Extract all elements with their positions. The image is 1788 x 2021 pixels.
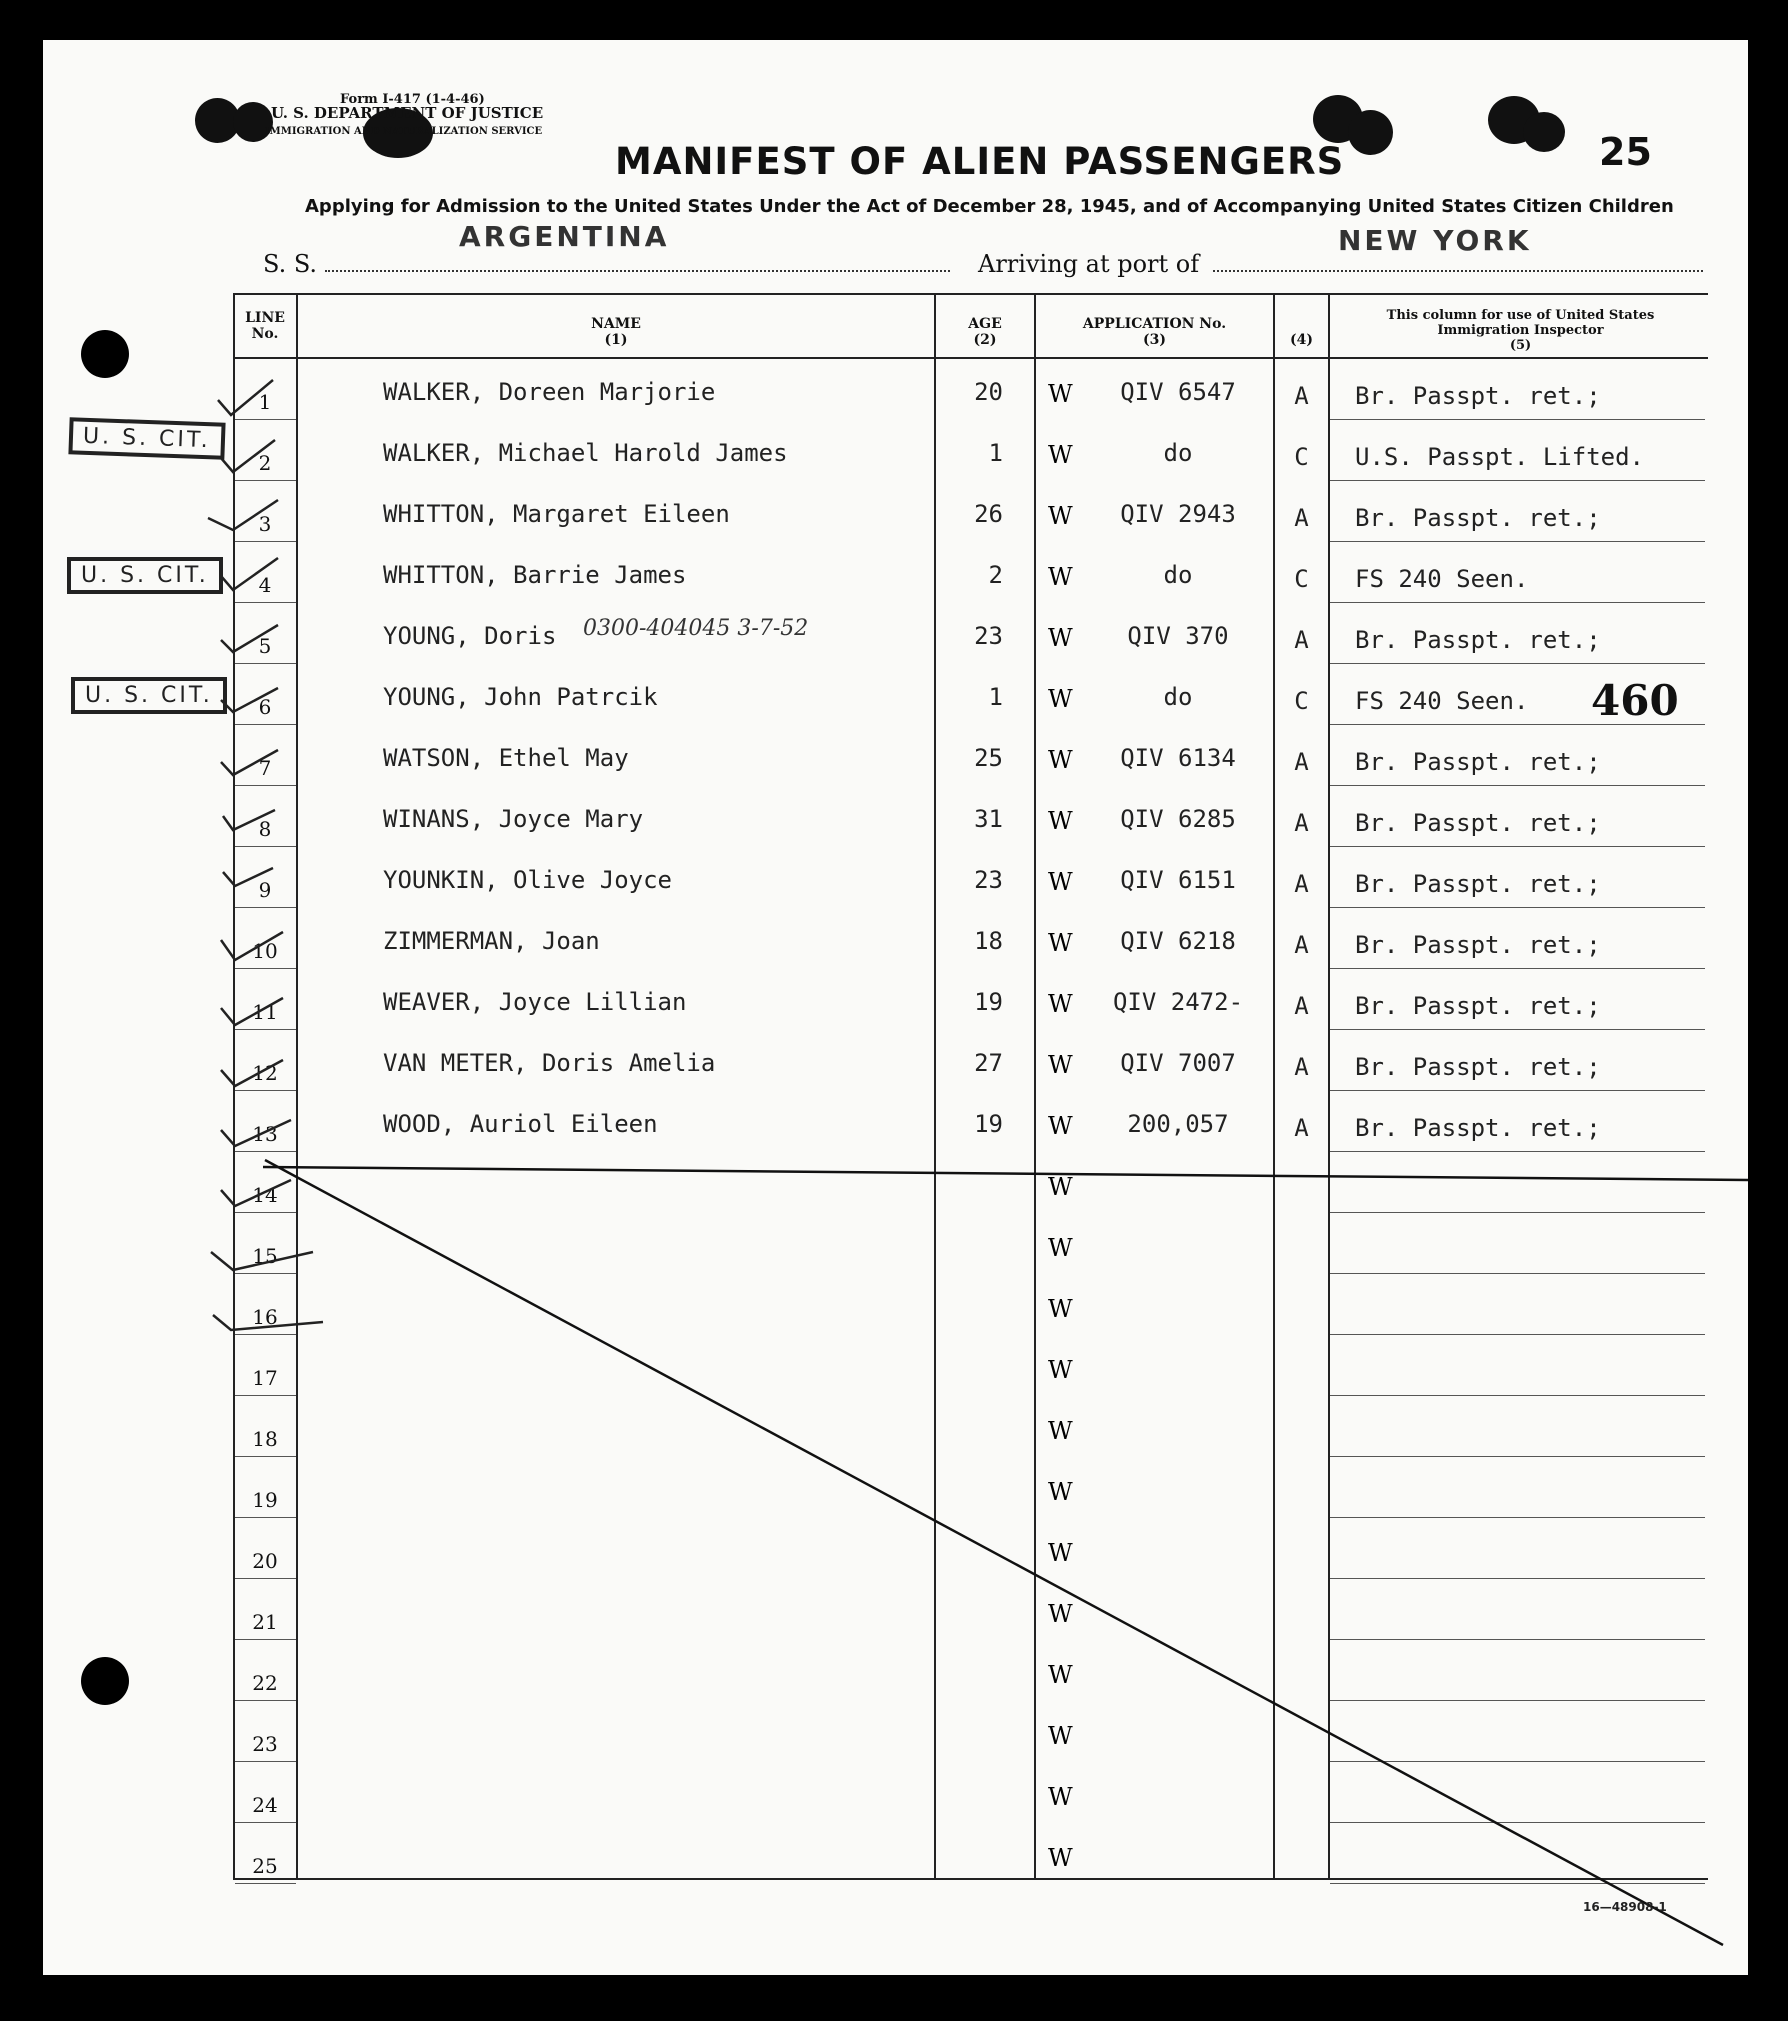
passenger-age: 23	[974, 622, 1003, 650]
line-number: 5	[258, 634, 272, 658]
inspector-remark: Br. Passpt. ret.;	[1355, 992, 1601, 1020]
line-number: 24	[252, 1793, 278, 1817]
col-header-age-sub: (2)	[973, 332, 997, 348]
col-header-line-sub: No.	[251, 326, 279, 342]
application-number: QIV 6285	[1120, 805, 1236, 833]
w-marker: W	[1048, 1295, 1073, 1323]
line-number: 25	[252, 1854, 278, 1878]
line-number: 8	[258, 817, 272, 841]
line-number: 19	[252, 1488, 278, 1512]
manifest-page	[43, 40, 1748, 1975]
passenger-age: 20	[974, 378, 1003, 406]
passenger-age: 31	[974, 805, 1003, 833]
w-marker: W	[1048, 685, 1073, 713]
col-header-inspector-label: This column for use of United States Immigration Inspector	[1386, 308, 1655, 338]
application-number: QIV 6151	[1120, 866, 1236, 894]
line-number: 21	[252, 1610, 278, 1634]
cancel-diagonal-line	[265, 1160, 1723, 1945]
col-header-name-sub: (1)	[604, 332, 628, 348]
passenger-age: 2	[988, 561, 1003, 589]
w-marker: W	[1048, 1417, 1073, 1445]
w-marker: W	[1048, 746, 1073, 774]
inspector-remark: Br. Passpt. ret.;	[1355, 809, 1601, 837]
inspector-remark: FS 240 Seen.	[1355, 687, 1529, 715]
w-marker: W	[1048, 929, 1073, 957]
col-header-class-sub: (4)	[1290, 332, 1313, 348]
w-marker: W	[1048, 1661, 1073, 1689]
us-citizen-stamp: U. S. CIT.	[71, 677, 227, 714]
inspector-remark: Br. Passpt. ret.;	[1355, 626, 1601, 654]
us-citizen-stamp: U. S. CIT.	[68, 417, 225, 459]
application-number: QIV 370	[1127, 622, 1229, 650]
inspector-remark: Br. Passpt. ret.;	[1355, 870, 1601, 898]
inspector-remark: Br. Passpt. ret.;	[1355, 1114, 1601, 1142]
col-header-application-label: APPLICATION No.	[1082, 316, 1227, 332]
line-number: 9	[258, 878, 272, 902]
class-code: A	[1294, 931, 1309, 959]
w-marker: W	[1048, 1051, 1073, 1079]
passenger-name: WOOD, Auriol Eileen	[383, 1110, 658, 1138]
class-code: A	[1294, 504, 1309, 532]
line-number: 22	[252, 1671, 278, 1695]
passenger-name: YOUNKIN, Olive Joyce	[383, 866, 672, 894]
passenger-name: WALKER, Michael Harold James	[383, 439, 788, 467]
passenger-age: 19	[974, 1110, 1003, 1138]
class-code: A	[1294, 382, 1309, 410]
check-marks	[208, 380, 323, 1330]
application-number: QIV 2943	[1120, 500, 1236, 528]
class-code: A	[1294, 748, 1309, 776]
form-title: MANIFEST OF ALIEN PASSENGERS	[615, 140, 1345, 183]
passenger-age: 19	[974, 988, 1003, 1016]
line-number: 11	[252, 1000, 278, 1024]
line-number: 20	[252, 1549, 278, 1573]
page-number: 25	[1599, 130, 1652, 174]
passenger-age: 1	[988, 439, 1003, 467]
w-marker: W	[1048, 1844, 1073, 1872]
class-code: C	[1294, 565, 1309, 593]
handwritten-note-text: 0300-404045 3-7-52	[583, 616, 809, 641]
inspector-remark: U.S. Passpt. Lifted.	[1355, 443, 1644, 471]
col-header-name-label: NAME	[591, 316, 641, 332]
line-number: 4	[258, 573, 272, 597]
class-code: A	[1294, 626, 1309, 654]
class-code: A	[1294, 870, 1309, 898]
passenger-name: WATSON, Ethel May	[383, 744, 629, 772]
line-number: 7	[258, 756, 272, 780]
port-name: NEW YORK	[1338, 224, 1532, 257]
application-number: QIV 6218	[1120, 927, 1236, 955]
line-number: 1	[258, 390, 272, 414]
w-marker: W	[1048, 990, 1073, 1018]
passenger-name: WHITTON, Barrie James	[383, 561, 687, 589]
w-marker: W	[1048, 1356, 1073, 1384]
w-marker: W	[1048, 1112, 1073, 1140]
footer-code: 16—48908-1	[1583, 1900, 1667, 1914]
inspector-remark: Br. Passpt. ret.;	[1355, 382, 1601, 410]
class-code: A	[1294, 1053, 1309, 1081]
inspector-remark: Br. Passpt. ret.;	[1355, 1053, 1601, 1081]
ship-name: ARGENTINA	[459, 220, 670, 253]
passenger-age: 26	[974, 500, 1003, 528]
line-number: 23	[252, 1732, 278, 1756]
port-label: Arriving at port of	[978, 250, 1200, 278]
line-number: 6	[258, 695, 272, 719]
application-number: 200,057	[1127, 1110, 1229, 1138]
passenger-age: 1	[988, 683, 1003, 711]
line-number: 3	[258, 512, 272, 536]
pen-markings	[43, 40, 1748, 1975]
line-number: 17	[252, 1366, 278, 1390]
class-code: C	[1294, 443, 1309, 471]
class-code: A	[1294, 809, 1309, 837]
application-number: do	[1163, 683, 1193, 711]
col-header-inspector-sub: (5)	[1509, 338, 1532, 353]
w-marker: W	[1048, 807, 1073, 835]
w-marker: W	[1048, 563, 1073, 591]
w-marker: W	[1048, 1600, 1073, 1628]
passenger-name: YOUNG, Doris	[383, 622, 557, 650]
passenger-name: WINANS, Joyce Mary	[383, 805, 644, 833]
us-citizen-stamp: U. S. CIT.	[67, 557, 223, 594]
service-name: IMMIGRATION AND NATURALIZATION SERVICE	[265, 126, 543, 137]
tally-number: 460	[1591, 676, 1679, 725]
line-number: 14	[252, 1183, 278, 1207]
w-marker: W	[1048, 1722, 1073, 1750]
col-header-line-label: LINE	[245, 310, 285, 326]
line-number: 2	[258, 451, 272, 475]
inspector-remark: Br. Passpt. ret.;	[1355, 504, 1601, 532]
line-number: 10	[252, 939, 278, 963]
w-marker: W	[1048, 1783, 1073, 1811]
passenger-name: WALKER, Doreen Marjorie	[383, 378, 716, 406]
cancel-horizontal-line	[263, 1167, 1748, 1180]
passenger-name: VAN METER, Doris Amelia	[383, 1049, 716, 1077]
application-number: QIV 6134	[1120, 744, 1236, 772]
w-marker: W	[1048, 502, 1073, 530]
passenger-age: 25	[974, 744, 1003, 772]
w-marker: W	[1048, 1173, 1073, 1201]
form-subtitle: Applying for Admission to the United States Under the Act of December 28, 1945, and of Accompanying United States Citizen Children	[305, 196, 1674, 217]
class-code: A	[1294, 992, 1309, 1020]
w-marker: W	[1048, 624, 1073, 652]
application-number: do	[1163, 561, 1193, 589]
line-number: 12	[252, 1061, 278, 1085]
inspector-remark: Br. Passpt. ret.;	[1355, 748, 1601, 776]
ship-label: S. S.	[263, 250, 318, 278]
class-code: A	[1294, 1114, 1309, 1142]
passenger-age: 18	[974, 927, 1003, 955]
class-code: C	[1294, 687, 1309, 715]
form-number: Form I-417 (1-4-46)	[340, 92, 485, 107]
line-number: 13	[252, 1122, 278, 1146]
col-header-age-label: AGE	[968, 316, 1002, 332]
passenger-name: ZIMMERMAN, Joan	[383, 927, 600, 955]
passenger-name: YOUNG, John Patrcik	[383, 683, 658, 711]
w-marker: W	[1048, 868, 1073, 896]
w-marker: W	[1048, 1478, 1073, 1506]
inspector-remark: Br. Passpt. ret.;	[1355, 931, 1601, 959]
application-number: do	[1163, 439, 1193, 467]
passenger-age: 23	[974, 866, 1003, 894]
application-number: QIV 6547	[1120, 378, 1236, 406]
col-header-application-sub: (3)	[1143, 332, 1166, 348]
passenger-name: WEAVER, Joyce Lillian	[383, 988, 687, 1016]
passenger-name: WHITTON, Margaret Eileen	[383, 500, 730, 528]
application-number: QIV 7007	[1120, 1049, 1236, 1077]
passenger-age: 27	[974, 1049, 1003, 1077]
line-number: 15	[252, 1244, 278, 1268]
inspector-remark: FS 240 Seen.	[1355, 565, 1529, 593]
w-marker: W	[1048, 1234, 1073, 1262]
department-name: U. S. DEPARTMENT OF JUSTICE	[271, 104, 544, 122]
application-number: QIV 2472-	[1112, 988, 1244, 1016]
line-number: 16	[252, 1305, 278, 1329]
w-marker: W	[1048, 380, 1073, 408]
line-number: 18	[252, 1427, 278, 1451]
w-marker: W	[1048, 1539, 1073, 1567]
w-marker: W	[1048, 441, 1073, 469]
